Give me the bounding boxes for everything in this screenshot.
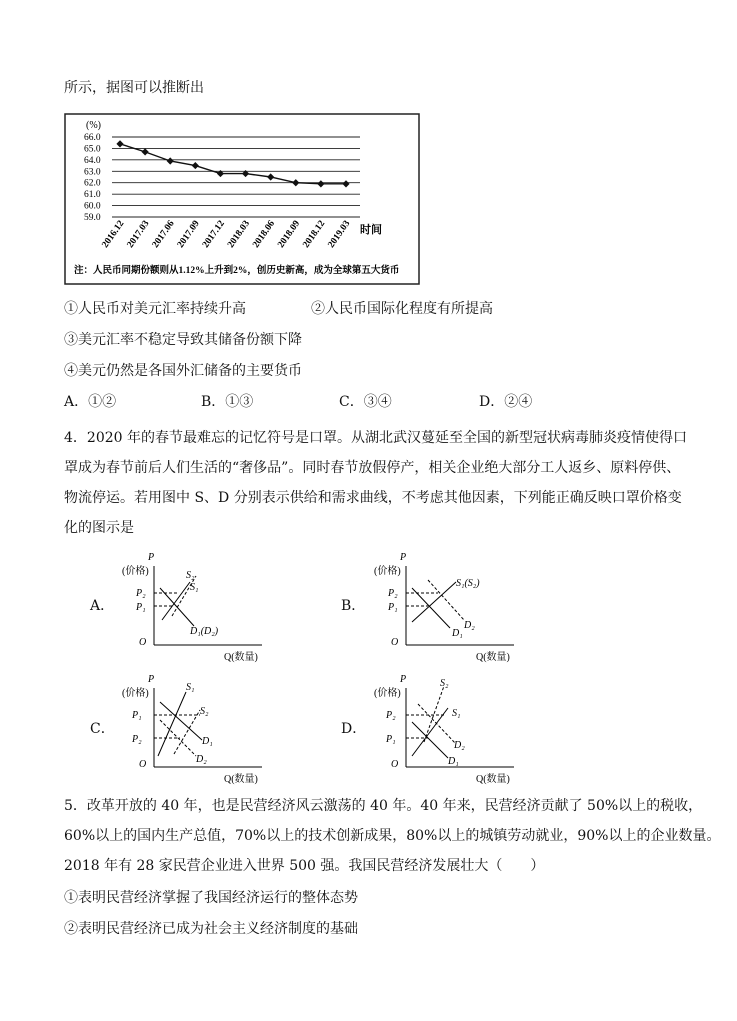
x-tick-label: 2018.03 xyxy=(226,218,253,251)
svg-text:P₂: P₂ xyxy=(386,710,396,721)
x-tick-label: 2017.12 xyxy=(201,218,227,251)
y-axis-unit: (%) xyxy=(86,120,101,131)
svg-text:D₁: D₁ xyxy=(202,736,213,747)
svg-text:S₂: S₂ xyxy=(440,678,449,689)
q5-line-2: 60%以上的国内生产总值，70%以上的技术创新成果，80%以上的城镇劳动就业，90%以上的企业数量。 xyxy=(64,828,721,844)
graph-a xyxy=(120,548,280,668)
y-tick-label: 63.0 xyxy=(84,167,101,178)
y-tick-label: 64.0 xyxy=(84,155,101,166)
svg-text:D₂: D₂ xyxy=(454,740,465,751)
svg-text:P₁: P₁ xyxy=(386,734,396,745)
y-tick-label: 65.0 xyxy=(84,144,101,155)
q5-line-3: 2018 年有 28 家民营企业进入世界 500 强。我国民营经济发展壮大（ ） xyxy=(64,858,545,874)
x-tick-label: 2018.09 xyxy=(276,218,303,251)
graph-a-letter[interactable]: A． xyxy=(90,598,115,614)
q4-line-3: 物流停运。若用图中 S、D 分别表示供给和需求曲线，不考虑其他因素，下列能正确反映口罩价格变 xyxy=(64,490,682,506)
q3-option-2: ②人民币国际化程度有所提高 xyxy=(311,301,493,317)
x-tick-label: 2017.06 xyxy=(150,218,177,251)
svg-text:O: O xyxy=(391,759,399,770)
svg-text:O: O xyxy=(391,637,399,648)
q3-choice-c[interactable]: C．③④ xyxy=(339,394,392,410)
svg-text:P: P xyxy=(400,552,407,563)
svg-text:S₂: S₂ xyxy=(200,706,209,717)
x-tick-label: 2017.09 xyxy=(175,218,202,251)
svg-text:P₂: P₂ xyxy=(132,734,142,745)
svg-text:P: P xyxy=(148,552,155,563)
svg-text:D₁: D₁ xyxy=(448,756,459,767)
y-tick-label: 60.0 xyxy=(84,201,101,212)
svg-text:P₁: P₁ xyxy=(388,602,398,613)
y-tick-label: 61.0 xyxy=(84,190,101,201)
x-axis-label: 时间 xyxy=(360,224,382,236)
svg-text:D₂: D₂ xyxy=(464,620,475,631)
q4-line-1: 4．2020 年的春节最难忘的记忆符号是口罩。从湖北武汉蔓延至全国的新型冠状病毒肺炎疫情使得口 xyxy=(64,430,687,446)
chart-note: 注：人民币同期份额则从1.12%上升到2%，创历史新高，成为全球第五大货币 xyxy=(74,266,400,276)
x-tick-label: 2018.06 xyxy=(251,218,278,251)
graph-c xyxy=(120,670,280,790)
q5-line-1: 5．改革开放的 40 年，也是民营经济风云激荡的 40 年。40 年来，民营经济贡献了 50%以上的税收， xyxy=(64,798,703,814)
x-tick-label: 2018.12 xyxy=(301,218,328,251)
graph-c-letter[interactable]: C． xyxy=(90,721,115,737)
svg-text:O: O xyxy=(139,637,147,648)
svg-text:P₂: P₂ xyxy=(136,588,146,599)
q3-option-3: ③美元汇率不稳定导致其储备份额下降 xyxy=(64,332,302,348)
graph-b-letter[interactable]: B． xyxy=(341,598,366,614)
svg-text:(价格): (价格) xyxy=(122,566,149,577)
svg-text:P: P xyxy=(400,674,407,685)
svg-text:(价格): (价格) xyxy=(122,688,149,699)
q3-choice-b[interactable]: B．①③ xyxy=(201,394,254,410)
svg-text:P₂: P₂ xyxy=(388,588,398,599)
q3-choice-d[interactable]: D．②④ xyxy=(479,394,533,410)
x-tick-label: 2017.03 xyxy=(125,218,152,251)
share-line-chart xyxy=(64,113,424,291)
svg-text:Q(数量): Q(数量) xyxy=(476,774,510,785)
svg-text:Q(数量): Q(数量) xyxy=(224,774,258,785)
svg-text:(价格): (价格) xyxy=(374,566,401,577)
svg-text:D₂: D₂ xyxy=(196,754,207,765)
q3-option-1: ①人民币对美元汇率持续升高 xyxy=(64,301,246,317)
y-tick-label: 59.0 xyxy=(84,213,101,223)
svg-text:P: P xyxy=(148,674,155,685)
svg-text:S₂: S₂ xyxy=(186,570,195,581)
graph-d-letter[interactable]: D． xyxy=(341,721,367,737)
intro-text: 所示，据图可以推断出 xyxy=(64,80,204,96)
svg-text:S₁: S₁ xyxy=(186,682,195,693)
q4-line-4: 化的图示是 xyxy=(64,520,134,536)
svg-text:S₁: S₁ xyxy=(452,708,461,719)
svg-text:S₁: S₁ xyxy=(190,582,199,593)
q4-line-2: 罩成为春节前后人们生活的“奢侈品”。同时春节放假停产，相关企业绝大部分工人返乡、原料停供、 xyxy=(64,460,681,476)
svg-text:D₁: D₁ xyxy=(452,628,463,639)
y-tick-label: 62.0 xyxy=(84,178,101,189)
svg-text:P₁: P₁ xyxy=(136,602,146,613)
x-tick-label: 2016.12 xyxy=(100,218,127,251)
svg-text:Q(数量): Q(数量) xyxy=(224,652,258,663)
svg-text:O: O xyxy=(139,759,147,770)
q5-option-2: ②表明民营经济已成为社会主义经济制度的基础 xyxy=(64,921,358,937)
q5-option-1: ①表明民营经济掌握了我国经济运行的整体态势 xyxy=(64,890,358,906)
x-tick-label: 2019.03 xyxy=(326,218,353,251)
svg-text:Q(数量): Q(数量) xyxy=(476,652,510,663)
svg-text:P₁: P₁ xyxy=(132,710,142,721)
y-tick-label: 66.0 xyxy=(84,133,101,143)
q3-choice-a[interactable]: A．①② xyxy=(64,394,117,410)
graph-d xyxy=(372,670,532,790)
svg-text:D₁(D₂): D₁(D₂) xyxy=(190,626,219,637)
graph-b xyxy=(372,548,532,668)
svg-text:(价格): (价格) xyxy=(374,688,401,699)
q3-option-4: ④美元仍然是各国外汇储备的主要货币 xyxy=(64,363,302,379)
svg-text:S₁(S₂): S₁(S₂) xyxy=(456,578,480,589)
